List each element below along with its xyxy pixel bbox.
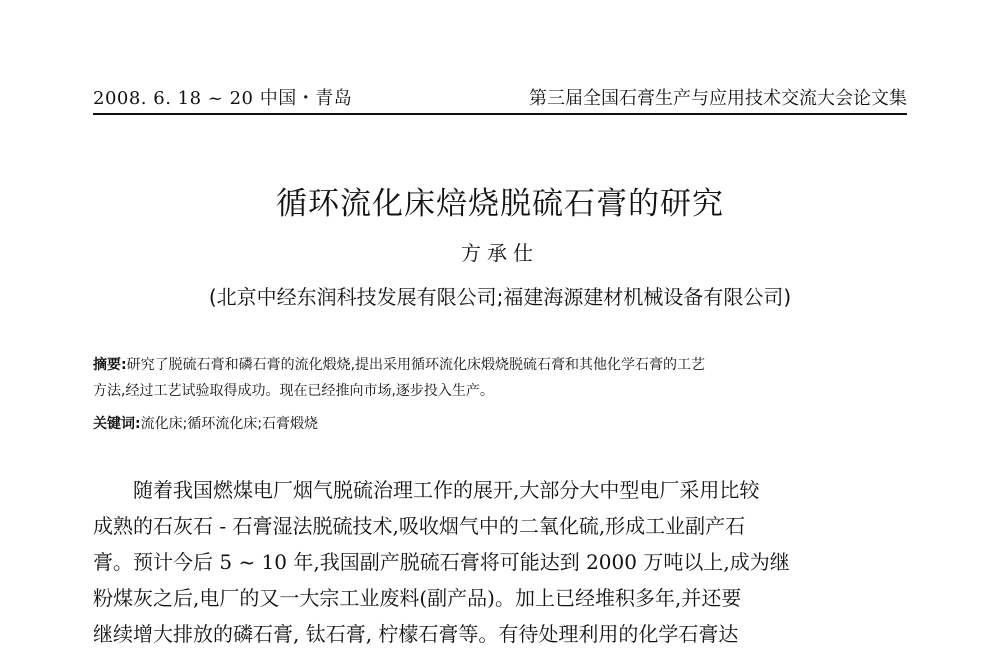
keywords: [93, 412, 900, 436]
running-header: [93, 82, 907, 115]
header-proceedings-title: 第三届全国石膏生产与应用技术交流大会论文集: [529, 88, 907, 109]
paper-author: 方承仕: [461, 241, 539, 265]
body-line: 膏。预计今后 5 ~ 10 年,我国副产脱硫石膏将可能达到 2000 万吨以上,成为继: [93, 550, 790, 574]
body-line: 成熟的石灰石 - 石膏湿法脱硫技术,吸收烟气中的二氧化硫,形成工业副产石: [93, 514, 746, 538]
abstract-label: 摘要:: [93, 357, 127, 373]
paper-title: 循环流化床焙烧脱硫石膏的研究: [276, 186, 724, 222]
keywords-text: 流化床;循环流化床;石膏煅烧: [140, 416, 319, 432]
paper-affiliation: (北京中经东润科技发展有限公司;福建海源建材机械设备有限公司): [208, 285, 792, 309]
body-line: 粉煤灰之后,电厂的又一大宗工业废料(副产品)。加上已经堆积多年,并还要: [93, 586, 742, 610]
abstract-text-1: 研究了脱硫石膏和磷石膏的流化煅烧,提出采用循环流化床煅烧脱硫石膏和其他化学石膏的工艺: [126, 357, 706, 373]
header-date-location: 2008. 6. 18 ~ 20 中国・青岛: [93, 88, 353, 109]
abstract-line-1: [93, 352, 900, 378]
body-line: 继续增大排放的磷石膏, 钛石膏, 柠檬石膏等。有待处理利用的化学石膏达: [93, 622, 739, 646]
keywords-label: 关键词:: [93, 416, 141, 432]
body-text: [93, 472, 900, 652]
abstract: [93, 352, 900, 404]
abstract-text-2: 方法,经过工艺试验取得成功。现在已经推向市场,逐步投入生产。: [93, 383, 494, 399]
body-line: 随着我国燃煤电厂烟气脱硫治理工作的展开,大部分大中型电厂采用比较: [133, 478, 760, 502]
